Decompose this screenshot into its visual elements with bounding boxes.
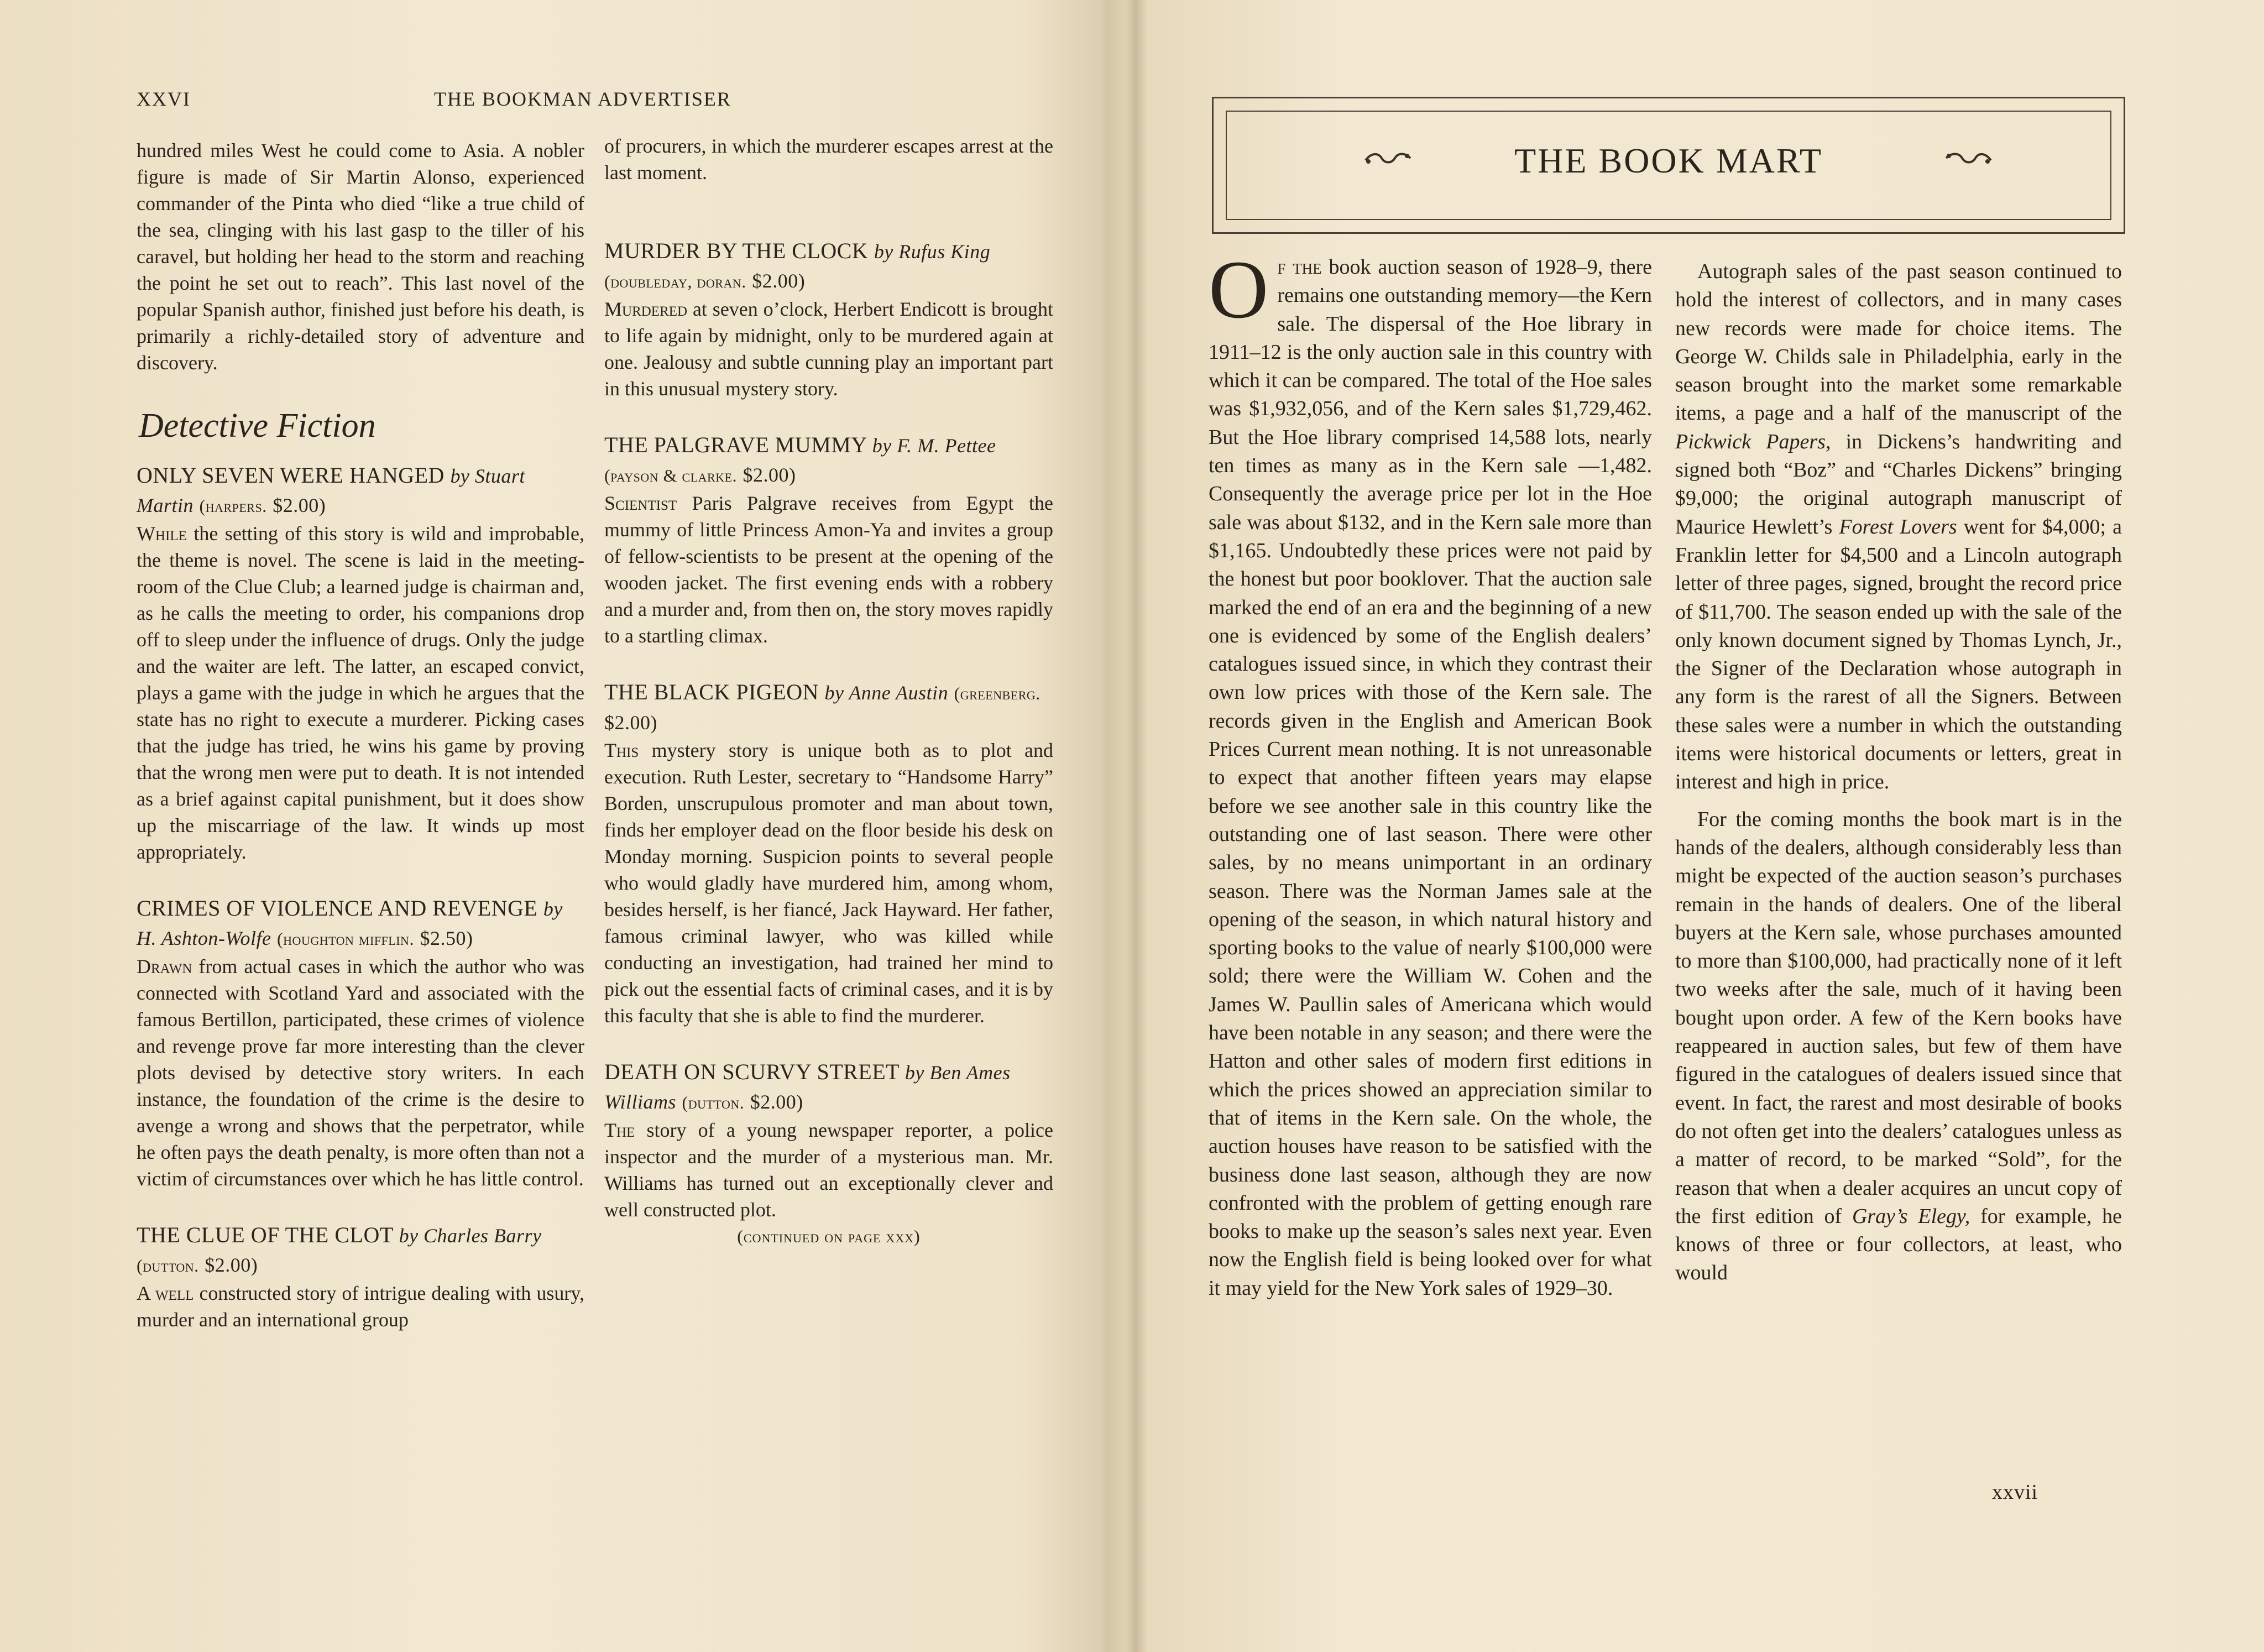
entry-publisher: (dutton. — [137, 1256, 199, 1275]
review-entry — [137, 461, 584, 865]
entry-body — [604, 490, 1053, 649]
entry-title-line — [137, 461, 584, 520]
paragraph-text: in Dickens’s handwriting and signed both “Boz” and “Charles Dickens” bringing $9,000; the original autograph manuscript of Maurice Hewlett’s — [1675, 430, 2122, 539]
running-head — [137, 87, 1065, 121]
entry-price: $2.00) — [743, 464, 796, 486]
review-entry — [604, 431, 1053, 649]
entry-body — [604, 737, 1053, 1029]
entry-lead: A well — [137, 1282, 194, 1304]
paragraph-text: For the coming months the book mart is in the hands of the dealers, although considerably less than might be expected of the auction season’s purchases remain in the hands of dealers. One of the liberal buyers at the Kern sale, whose purchases amounted to more than $100,000, had practically none of it left two weeks after the sale, much of it having been bought upon order. A few of the Kern books have reappeared in auction sales, but few of them have figured in the catalogues of dealers issued since that event. In fact, the rarest and most desirable of books do not often get into the dealers’ catalogues unless as a matter of record, to be marked “Sold”, for the reason that when a dealer acquires an uncut copy of the first edition of — [1675, 807, 2122, 1228]
review-entry — [137, 1221, 584, 1333]
intro-paragraph: hundred miles West he could come to Asia. A nobler figure is made of Sir Martin Alonso, experienced commander of the Pinta who died “like a true child of the sea, clinging with his last gasp to the tiller of his caravel, but holding her head to the storm and reaching the point he set out to reach”. This last novel of the popular Spanish author, finished just before his death, is primarily a richly-detailed story of adventure and discovery. — [137, 139, 584, 374]
review-entry — [137, 894, 584, 1192]
entry-author: by F. M. Pettee — [872, 435, 996, 457]
entry-price: $2.50) — [420, 927, 473, 949]
entry-lead: The — [604, 1119, 635, 1141]
entry-author: by Ben Ames Williams — [604, 1062, 1011, 1113]
drop-cap: O — [1209, 244, 1269, 336]
autograph-sales-paragraph — [1675, 258, 2122, 797]
left-column-1 — [137, 137, 584, 1362]
entry-title-line — [137, 1221, 584, 1280]
entry-publisher: (harpers. — [199, 496, 267, 516]
entry-author: by Charles Barry — [399, 1225, 542, 1247]
entry-title: THE PALGRAVE MUMMY — [604, 432, 867, 457]
left-column-2 — [604, 133, 1053, 1250]
review-entry — [604, 237, 1053, 402]
entry-lead: Murdered — [604, 298, 688, 320]
entry-title-line — [604, 1058, 1053, 1117]
continued-paragraph: of procurers, in which the murderer escapes arrest at the last moment. — [604, 135, 1053, 184]
entry-text: at seven o’clock, Herbert Endicott is brought to life again by midnight, only to be murdered again at one. Jealousy and subtle cunning play an important part in this unusual mystery story. — [604, 298, 1053, 400]
book-title-italic: Gray’s Elegy, — [1852, 1204, 1970, 1228]
entry-author: by H. Ashton-Wolfe — [137, 898, 563, 949]
entry-price: $2.00) — [273, 494, 326, 516]
book-mart-paragraph-1 — [1209, 244, 1652, 1303]
page-number-left: XXVI — [137, 88, 191, 110]
entry-title: MURDER BY THE CLOCK — [604, 238, 869, 263]
entry-publisher: (dutton. — [682, 1092, 745, 1112]
entry-text: from actual cases in which the author who was connected with Scotland Yard and associated with the famous Bertillon, participated, these crimes of violence and revenge prove far more interesting than the clever plots devised by detective story writers. In each instance, the foundation of the crime is the desire to avenge a wrong and shows that the perpetrator, while he often pays the death penalty, is more often than not a victim of circumstances over which he has little control. — [137, 955, 584, 1190]
entry-text: the setting of this story is wild and improbable, the theme is novel. The scene is laid in the meeting-room of the Clue Club; a learned judge is chairman and, as he calls the meeting to order, his companions drop off to sleep under the influence of drugs. Only the judge and the waiter are left. The latter, an escaped convict, plays a game with the judge in which he argues that the state has no right to execute a murderer. Picking cases that the judge has tried, he wins his game by proving that the wrong men were put to death. It is not intended as a brief against capital punishment, but it does show up the miscarriage of the law. It winds up most appropriately. — [137, 522, 585, 863]
entry-text: Paris Palgrave receives from Egypt the mummy of little Princess Amon-Ya and invites a group of fellow-scientists to be present at the opening of the wooden jacket. The first evening ends with a robbery and a murder and, from then on, the story moves rapidly to a startling climax. — [604, 492, 1054, 647]
fleuron-ornament-icon — [1943, 148, 1993, 168]
entry-body — [137, 953, 584, 1192]
entry-body — [604, 296, 1053, 402]
review-entry — [604, 1058, 1053, 1250]
entry-lead: Drawn — [137, 955, 192, 977]
paragraph-text: went for $4,000; a Franklin letter for $4,500 and a Lincoln autograph letter of three pages, signed, brought the record price of $11,700. The season ended up with the sale of the only known document signed by Thomas Lynch, Jr., the Signer of the Declaration whose autograph in any form is the rarest of all the Signers. Between these sales were a number in which the outstanding items were historical documents or letters, great in interest and high in price. — [1675, 515, 2122, 794]
entry-body — [604, 1117, 1053, 1223]
entry-price: $2.00) — [752, 270, 806, 292]
entry-text: mystery story is unique both as to plot and execution. Ruth Lester, secretary to “Handsome Harry” Borden, unscrupulous promoter and man about town, finds her employer dead on the floor beside his desk on Monday morning. Suspicion points to several people who would gladly have murdered him, among whom, besides herself, is her fiancé, Jack Hayward. Her father, famous criminal lawyer, who was killed while conducting an investigation, had trained her mind to pick out the essential facts of criminal cases, and it is by this faculty that she is able to find the murderer. — [604, 739, 1053, 1027]
section-heading: Detective Fiction — [139, 407, 376, 445]
entry-publisher: (payson & clarke. — [604, 466, 738, 485]
continued-note: (continued on page xxx) — [737, 1226, 921, 1246]
right-column-2 — [1675, 258, 2122, 1288]
entry-author: by Stuart Martin — [137, 465, 525, 516]
entry-title: THE BLACK PIGEON — [604, 679, 819, 704]
book-mart-title: THE BOOK MART — [1514, 141, 1823, 180]
book-mart-title-box — [1212, 97, 2125, 234]
right-column-1 — [1209, 244, 1652, 1303]
entry-price: $2.00) — [604, 712, 657, 734]
paragraph-text: book auction season of 1928–9, there remains one outstanding memory—the Kern sale. The dispersal of the Hoe library in 1911–12 is the only auction sale in this country with which it can be compared. The total of the Hoe sales was $1,932,056, and of the Kern sales $1,729,462. But the Hoe library comprised 14,588 lots, nearly ten times as many as in the Kern sale —1,482. Consequently the average price per lot in the Hoe sale was about $132, and in the Kern sale more than $1,165. Undoubtedly these prices were not paid by the honest but poor booklover. That the auction sale marked the end of an era and the beginning of a new one is evidenced by some of the English dealers’ catalogues issued since, in which they contrast their own low prices with those of the Kern sale. The records given in the English and American Book Prices Current mean nothing. It is not unreasonable to expect that another fifteen years may elapse before we see another sale in this country like the outstanding one of last season. There were other sales, by no means unimportant in an ordinary season. There was the Norman James sale at the opening of the season, in which natural history and sporting books to the value of nearly $100,000 were sold; there were the William W. Cohen and the James W. Paullin sales of Americana which would have been notable in any season; and there were the Hatton and other sales of modern first editions in which the prices showed an appreciation similar to that of items in the Kern sale. On the whole, the auction houses have reason to be satisfied with the business done last season, although they are now confronted with the problem of getting enough rare books to make up the season’s sales next year. Even now the English field is being looked over for what it may yield for the New York sales of 1929–30. — [1209, 255, 1652, 1300]
paragraph-text: for example, he knows of three or four collectors, at least, who would — [1675, 1204, 2122, 1285]
entry-publisher: (doubleday, doran. — [604, 271, 746, 291]
entry-body — [137, 1280, 584, 1333]
lead-small-caps: f the — [1277, 255, 1322, 279]
entry-author: by Anne Austin — [824, 682, 949, 704]
entry-lead: While — [137, 522, 187, 545]
entry-title-line — [604, 678, 1053, 737]
entry-body — [137, 520, 584, 865]
page-number-right: xxvii — [1992, 1481, 2038, 1504]
entry-author: by Rufus King — [874, 241, 991, 263]
entry-lead: Scientist — [604, 492, 677, 514]
book-title-italic: Forest Lovers — [1839, 515, 1957, 539]
entry-title-line — [604, 237, 1053, 296]
paragraph-text: Autograph sales of the past season continued to hold the interest of collectors, and in many cases new records were made for choice items. The George W. Childs sale in Philadelphia, early in the season brought into the market some remarkable items, a page and a half of the manuscript of the — [1675, 260, 2122, 425]
entry-lead: This — [604, 739, 639, 761]
entry-price: $2.00) — [205, 1254, 258, 1276]
entry-title: THE CLUE OF THE CLOT — [137, 1222, 394, 1247]
entry-price: $2.00) — [750, 1091, 803, 1113]
entry-text: constructed story of intrigue dealing with usury, murder and an international group — [137, 1282, 585, 1331]
coming-months-paragraph — [1675, 806, 2122, 1288]
entry-publisher: (houghton mifflin. — [277, 929, 414, 949]
entry-title: CRIMES OF VIOLENCE AND REVENGE — [137, 896, 538, 921]
entry-title-line — [604, 431, 1053, 490]
entry-text: story of a young newspaper reporter, a police inspector and the murder of a mysterious man. Mr. Williams has turned out an exceptionally clever and well constructed plot. — [604, 1119, 1053, 1221]
entry-title: ONLY SEVEN WERE HANGED — [137, 463, 445, 488]
entry-publisher: (greenberg. — [954, 683, 1041, 703]
entry-title: DEATH ON SCURVY STREET — [604, 1059, 900, 1084]
book-title-italic: Pickwick Papers, — [1675, 430, 1831, 453]
review-entry — [604, 678, 1053, 1029]
running-title: THE BOOKMAN ADVERTISER — [434, 88, 731, 110]
entry-title-line — [137, 894, 584, 953]
